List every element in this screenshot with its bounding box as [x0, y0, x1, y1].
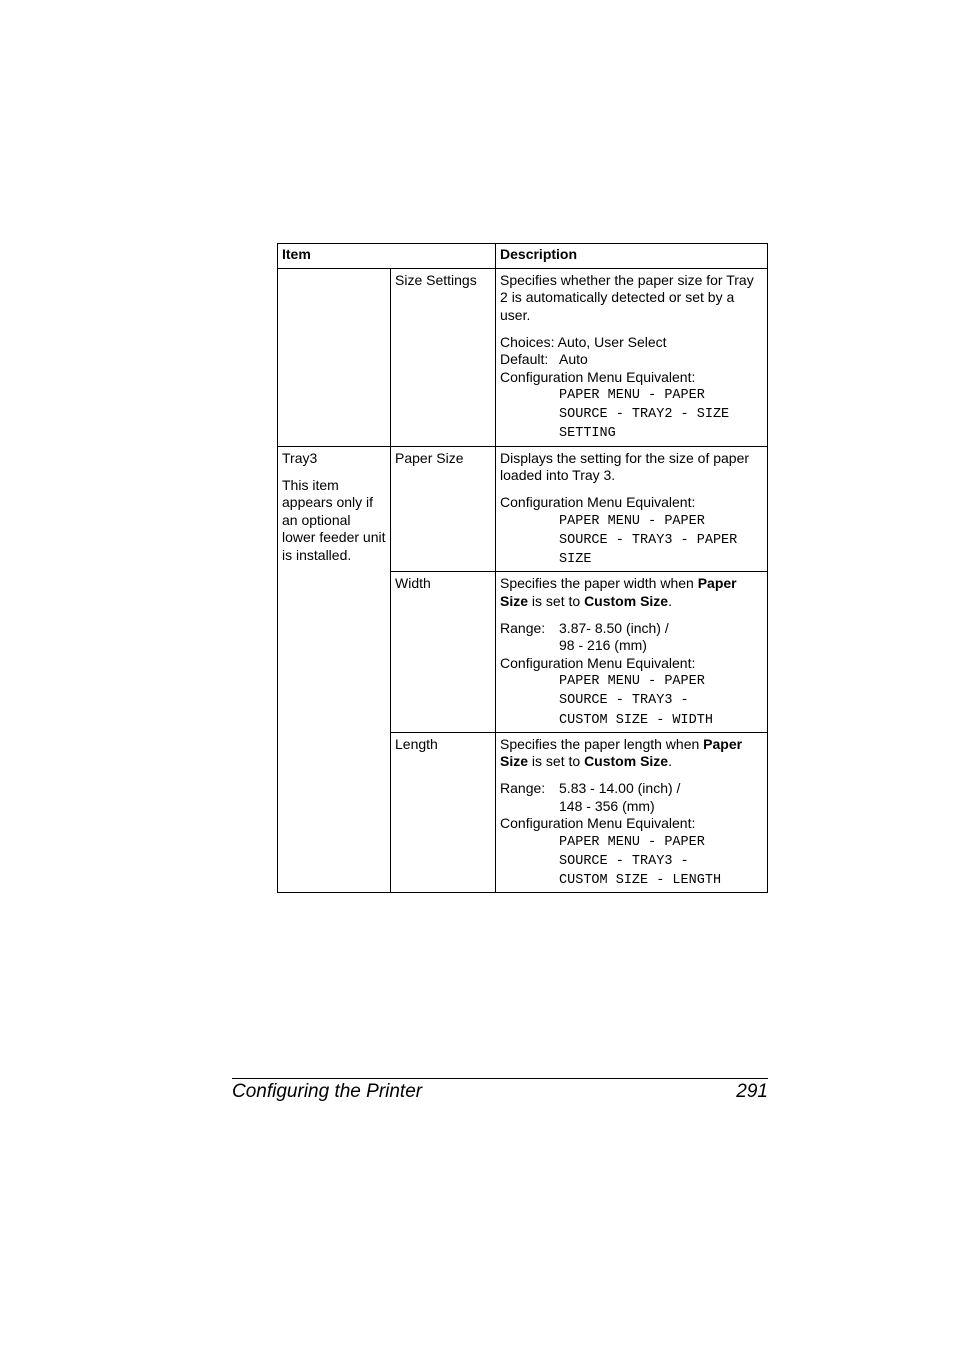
menu-line: PAPER MENU - PAPER — [559, 834, 705, 850]
desc-text: . — [668, 753, 672, 770]
empty-item-cell — [278, 268, 391, 446]
menu-line: PAPER MENU - PAPER — [559, 674, 705, 690]
config-label: Configuration Menu Equivalent: — [500, 494, 696, 511]
range-label: Range: — [500, 619, 546, 636]
config-label: Configuration Menu Equivalent: — [500, 654, 696, 671]
config-label: Configuration Menu Equivalent: — [500, 815, 696, 832]
menu-path — [500, 833, 763, 891]
size-settings-choices: Choices: Auto, User Select — [500, 333, 667, 350]
desc-bold: Custom Size — [584, 753, 669, 770]
footer-title: Configuring the Printer — [232, 1081, 423, 1102]
table-row-size-settings — [278, 268, 768, 446]
length-description — [496, 732, 768, 893]
menu-line: SOURCE - TRAY2 - SIZE — [559, 407, 730, 423]
menu-path — [500, 386, 763, 444]
desc-text: Specifies the paper length when — [500, 735, 704, 752]
length-range — [500, 780, 763, 798]
default-label: Default: — [500, 351, 549, 367]
menu-path — [500, 672, 763, 730]
desc-text: is set to — [528, 753, 585, 770]
width-description — [496, 572, 768, 733]
size-settings-description — [496, 268, 768, 446]
footer-divider — [232, 1078, 768, 1079]
width-desc — [500, 575, 763, 610]
range-line-2: 148 - 356 (mm) — [559, 797, 655, 814]
default-value: Auto — [559, 351, 588, 367]
menu-line: CUSTOM SIZE - WIDTH — [559, 712, 713, 728]
config-label: Configuration Menu Equivalent: — [500, 368, 696, 385]
length-label: Length — [391, 732, 496, 893]
desc-text: . — [668, 592, 672, 609]
table-header-row — [278, 244, 768, 269]
tray3-title: Tray3 — [282, 449, 318, 466]
desc-bold: Paper Size — [500, 575, 737, 609]
range-line-1: 5.83 - 14.00 (inch) / — [559, 780, 681, 797]
menu-line: SOURCE - TRAY3 - PAPER — [559, 532, 738, 548]
paper-size-desc: Displays the setting for the size of paper loaded into Tray 3. — [500, 449, 750, 484]
width-label: Width — [391, 572, 496, 733]
table-row-paper-size — [278, 446, 768, 572]
range-line-2: 98 - 216 (mm) — [559, 637, 647, 654]
menu-line: SOURCE - TRAY3 - — [559, 693, 689, 709]
size-settings-desc: Specifies whether the paper size for Tray 2 is automatically detected or set by a user. — [500, 271, 754, 323]
menu-line: SIZE — [559, 552, 592, 568]
paper-size-description — [496, 446, 768, 572]
desc-text: Specifies the paper width when — [500, 575, 698, 592]
size-settings-label: Size Settings — [391, 268, 496, 446]
menu-line: PAPER MENU - PAPER — [559, 513, 705, 529]
header-item: Item — [278, 244, 496, 269]
header-description: Description — [496, 244, 768, 269]
menu-line: CUSTOM SIZE - LENGTH — [559, 873, 722, 889]
tray3-cell — [278, 446, 391, 893]
paper-size-label: Paper Size — [391, 446, 496, 572]
desc-bold: Paper Size — [500, 735, 743, 770]
tray3-note: This item appears only if an optional lower feeder unit is installed. — [282, 476, 386, 563]
width-range — [500, 620, 763, 638]
settings-table — [277, 243, 768, 893]
menu-path — [500, 512, 763, 570]
menu-line: SETTING — [559, 426, 616, 442]
desc-text: is set to — [528, 592, 585, 609]
page-number: 291 — [736, 1081, 768, 1102]
menu-line: PAPER MENU - PAPER — [559, 388, 705, 403]
size-settings-default — [500, 351, 763, 369]
range-line-1: 3.87- 8.50 (inch) / — [559, 619, 669, 636]
menu-line: SOURCE - TRAY3 - — [559, 854, 689, 870]
length-desc — [500, 736, 763, 771]
desc-bold: Custom Size — [584, 592, 669, 609]
range-label: Range: — [500, 780, 546, 797]
